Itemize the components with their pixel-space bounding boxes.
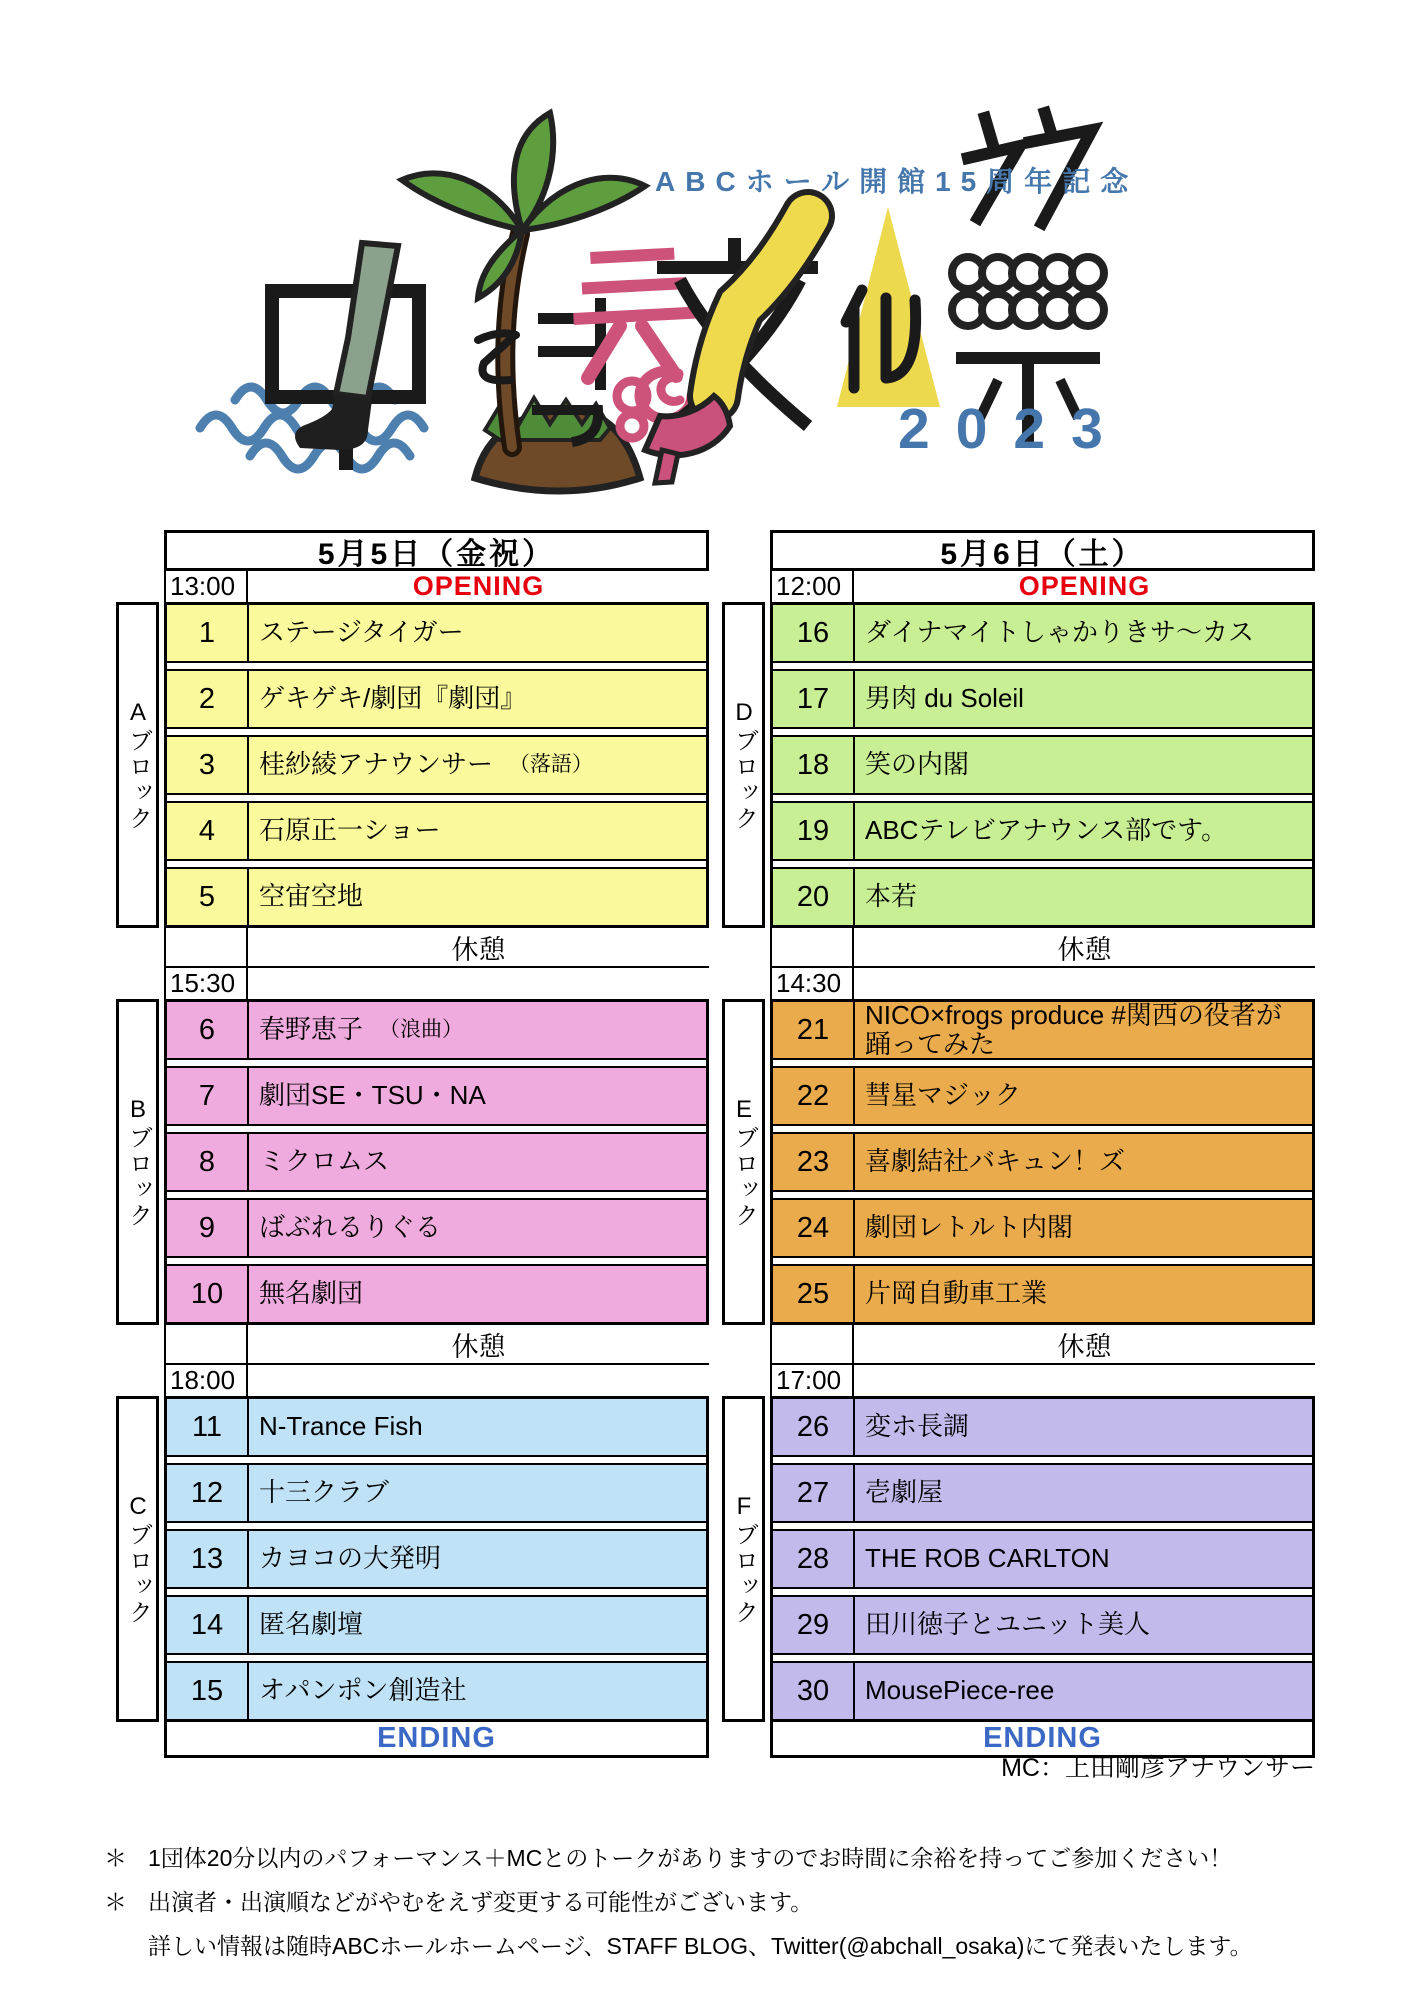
break-label: 休憩 — [451, 934, 506, 965]
performance-name — [249, 869, 706, 925]
performance-name-text: ABCテレビアナウンス部です。 — [865, 815, 1228, 846]
performance-number: 10 — [167, 1266, 249, 1322]
performance-name-text: 桂紗綾アナウンサー — [259, 749, 494, 780]
performance-row — [773, 669, 1312, 729]
performance-name — [249, 605, 706, 661]
performance-number: 21 — [773, 1002, 855, 1058]
footnote-bullet: ＊ — [104, 1845, 127, 1871]
block-label-d: Dブロック — [722, 602, 765, 928]
performance-number: 22 — [773, 1068, 855, 1124]
performance-row — [773, 1132, 1312, 1192]
performance-number: 13 — [167, 1531, 249, 1587]
block-label-e: Eブロック — [722, 999, 765, 1325]
performance-name-text: ミクロムス — [259, 1146, 390, 1177]
break-spacer — [166, 928, 248, 966]
time-cell: 18:00 — [166, 1365, 248, 1396]
performance-number: 30 — [773, 1663, 855, 1719]
empty-cell — [248, 968, 709, 999]
performance-name — [855, 803, 1312, 859]
block-label-f: Fブロック — [722, 1396, 765, 1722]
opening-row — [770, 571, 1315, 602]
performance-number: 16 — [773, 605, 855, 661]
performance-name — [249, 737, 706, 793]
performance-number: 15 — [167, 1663, 249, 1719]
performance-name — [855, 869, 1312, 925]
performance-name-text: ダイナマイトしゃかりきサ〜カス — [865, 617, 1254, 648]
block-rows-b — [164, 999, 709, 1325]
performance-name-text: ばぶれるりぐる — [259, 1212, 442, 1243]
performance-name — [249, 1134, 706, 1190]
performance-name-text: NICO×frogs produce #関西の役者が踊ってみた — [865, 999, 1282, 1059]
performance-row — [167, 1529, 706, 1589]
performance-row — [773, 1198, 1312, 1258]
performance-name — [249, 1399, 706, 1455]
break-spacer — [166, 1325, 248, 1363]
time-cell: 15:30 — [166, 968, 248, 999]
performance-name-text: 本若 — [865, 881, 918, 912]
performance-name-text: 変ホ長調 — [865, 1411, 970, 1442]
time-row — [770, 968, 1315, 999]
performance-row — [167, 1463, 706, 1523]
performance-row — [167, 1066, 706, 1126]
block-rows-a — [164, 602, 709, 928]
break-label: 休憩 — [1057, 934, 1112, 965]
naka-character-icon — [272, 243, 419, 470]
performance-number: 20 — [773, 869, 855, 925]
footnote-text: 1団体20分以内のパフォーマンス＋MCとのトークがありますのでお時間に余裕を持ってご参加ください！ — [148, 1845, 1233, 1871]
performance-name-text: 無名劇団 — [259, 1278, 364, 1309]
performance-number: 4 — [167, 803, 249, 859]
footnote-bullet — [104, 1928, 148, 1961]
performance-row — [167, 1661, 706, 1719]
performance-number: 17 — [773, 671, 855, 727]
performance-name — [249, 803, 706, 859]
performance-number: 7 — [167, 1068, 249, 1124]
performance-number: 8 — [167, 1134, 249, 1190]
day-column-may6 — [722, 530, 1315, 1758]
performance-name — [855, 999, 1312, 1059]
festival-year: 2023 — [898, 397, 1129, 461]
performance-row — [773, 1529, 1312, 1589]
performance-name — [249, 1200, 706, 1256]
performance-name-text: 片岡自動車工業 — [865, 1278, 1048, 1309]
performance-name-text: カヨコの大発明 — [259, 1543, 442, 1574]
performance-note: （落語） — [509, 753, 594, 777]
opening-label: OPENING — [1018, 571, 1151, 601]
time-cell: 14:30 — [772, 968, 854, 999]
performance-number: 2 — [167, 671, 249, 727]
time-cell: 17:00 — [772, 1365, 854, 1396]
block-section-e — [722, 999, 1315, 1325]
performance-row — [167, 1198, 706, 1258]
spotlight-cone-icon — [837, 207, 940, 407]
block-section-a — [116, 602, 709, 928]
break-label: 休憩 — [451, 1331, 506, 1362]
ending-row: ENDING — [164, 1722, 709, 1758]
performance-name — [855, 1399, 1312, 1455]
performance-row — [773, 605, 1312, 663]
block-section-d — [722, 602, 1315, 928]
time-row — [164, 1365, 709, 1396]
time-row — [770, 1365, 1315, 1396]
footnote-line — [104, 1928, 1253, 1961]
performance-name — [855, 1200, 1312, 1256]
performance-name — [855, 1663, 1312, 1719]
day-header: 5月5日（金祝） — [164, 530, 709, 571]
performance-name-text: 匿名劇壇 — [259, 1609, 364, 1640]
performance-name — [249, 1002, 706, 1058]
performance-name — [855, 1266, 1312, 1322]
performance-number: 12 — [167, 1465, 249, 1521]
time-cell: 13:00 — [166, 571, 248, 602]
mc-credit: MC：上田剛彦アナウンサー — [1001, 1754, 1315, 1782]
performance-row — [167, 801, 706, 861]
performance-number: 24 — [773, 1200, 855, 1256]
performance-name-text: 彗星マジック — [865, 1080, 1022, 1111]
day-column-may5 — [116, 530, 709, 1758]
empty-cell — [854, 968, 1315, 999]
break-row — [164, 928, 709, 968]
performance-name — [855, 737, 1312, 793]
performance-row — [773, 801, 1312, 861]
empty-cell — [248, 1365, 709, 1396]
block-rows-d — [770, 602, 1315, 928]
performance-row — [167, 1132, 706, 1192]
performance-name-text: オパンポン創造社 — [259, 1675, 467, 1706]
performance-number: 14 — [167, 1597, 249, 1653]
performance-name — [855, 1068, 1312, 1124]
performance-number: 29 — [773, 1597, 855, 1653]
performance-number: 27 — [773, 1465, 855, 1521]
performance-row — [773, 1399, 1312, 1457]
performance-name — [249, 1266, 706, 1322]
performance-number: 18 — [773, 737, 855, 793]
performance-name-text: MousePiece-ree — [865, 1675, 1055, 1706]
performance-number: 9 — [167, 1200, 249, 1256]
performance-row — [167, 669, 706, 729]
performance-row — [167, 605, 706, 663]
time-cell: 12:00 — [772, 571, 854, 602]
block-section-c — [116, 1396, 709, 1722]
footnote-bullet: ＊ — [104, 1889, 127, 1915]
ending-row: ENDING — [770, 1722, 1315, 1758]
performance-name-text: 石原正一ショー — [259, 815, 441, 846]
performance-name — [855, 1134, 1312, 1190]
block-rows-c — [164, 1396, 709, 1722]
opening-label: OPENING — [412, 571, 545, 601]
performance-name — [249, 1531, 706, 1587]
block-rows-e — [770, 999, 1315, 1325]
performance-number: 26 — [773, 1399, 855, 1455]
performance-number: 5 — [167, 869, 249, 925]
footnotes — [104, 1840, 1253, 1972]
performance-number: 25 — [773, 1266, 855, 1322]
anniversary-banner: ABCホール開館15周年記念 — [655, 166, 1139, 197]
performance-name-text: THE ROB CARLTON — [865, 1543, 1110, 1574]
performance-row — [773, 999, 1312, 1060]
performance-number: 3 — [167, 737, 249, 793]
performance-name — [249, 1465, 706, 1521]
performance-name-text: 劇団レトルト内閣 — [865, 1212, 1074, 1243]
performance-name-text: 壱劇屋 — [865, 1477, 944, 1508]
footnote-line — [104, 1884, 1253, 1917]
block-label-c: Cブロック — [116, 1396, 159, 1722]
day-header: 5月6日（土） — [770, 530, 1315, 571]
break-row — [770, 928, 1315, 968]
performance-row — [167, 1002, 706, 1060]
performance-name-text: 十三クラブ — [259, 1477, 390, 1508]
performance-name-text: 喜劇結社バキュン！ズ — [865, 1146, 1126, 1177]
performance-note: （浪曲） — [379, 1018, 464, 1042]
performance-name-text: ゲキゲキ/劇団『劇団』 — [259, 683, 527, 714]
break-label: 休憩 — [1057, 1331, 1112, 1362]
footnote-line — [104, 1840, 1253, 1873]
performance-name-text: 劇団SE・TSU・NA — [259, 1080, 486, 1111]
performance-name — [855, 1465, 1312, 1521]
break-spacer — [772, 1325, 854, 1363]
performance-row — [773, 1264, 1312, 1322]
performance-name-text: N-Trance Fish — [259, 1411, 423, 1442]
block-rows-f — [770, 1396, 1315, 1722]
performance-row — [773, 867, 1312, 925]
footnote-text: 詳しい情報は随時ABCホールホームページ、STAFF BLOG、Twitter(@abchall_osaka)にて発表いたします。 — [148, 1933, 1253, 1959]
block-label-a: Aブロック — [116, 602, 159, 928]
break-spacer — [772, 928, 854, 966]
performance-name — [249, 1597, 706, 1653]
performance-name — [855, 1531, 1312, 1587]
performance-name-text: 春野恵子 — [259, 1014, 364, 1045]
performance-name-text: 田川徳子とユニット美人 — [865, 1609, 1150, 1640]
performance-name — [249, 1068, 706, 1124]
palm-island-icon — [402, 113, 645, 491]
empty-cell — [854, 1365, 1315, 1396]
performance-number: 23 — [773, 1134, 855, 1190]
performance-name-text: 男肉 du Soleil — [865, 683, 1024, 714]
performance-name — [855, 671, 1312, 727]
footnote-text: 出演者・出演順などがやむをえず変更する可能性がございます。 — [148, 1889, 814, 1915]
performance-row — [773, 1463, 1312, 1523]
performance-name-text: ステージタイガー — [259, 617, 464, 648]
performance-number: 6 — [167, 1002, 249, 1058]
performance-name-text: 笑の内閣 — [865, 749, 970, 780]
performance-row — [167, 735, 706, 795]
performance-row — [773, 1595, 1312, 1655]
performance-name-text: 空宙空地 — [259, 881, 364, 912]
block-label-b: Bブロック — [116, 999, 159, 1325]
performance-row — [167, 1595, 706, 1655]
time-row — [164, 968, 709, 999]
performance-name — [249, 1663, 706, 1719]
performance-row — [773, 1066, 1312, 1126]
performance-number: 11 — [167, 1399, 249, 1455]
performance-row — [167, 867, 706, 925]
block-section-b — [116, 999, 709, 1325]
performance-number: 28 — [773, 1531, 855, 1587]
performance-number: 19 — [773, 803, 855, 859]
performance-row — [167, 1264, 706, 1322]
performance-row — [773, 1661, 1312, 1719]
opening-row — [164, 571, 709, 602]
performance-name — [855, 605, 1312, 661]
performance-row — [773, 735, 1312, 795]
performance-name — [855, 1597, 1312, 1653]
performance-name — [249, 671, 706, 727]
performance-number: 1 — [167, 605, 249, 661]
performance-row — [167, 1399, 706, 1457]
break-row — [164, 1325, 709, 1365]
break-row — [770, 1325, 1315, 1365]
block-section-f — [722, 1396, 1315, 1722]
